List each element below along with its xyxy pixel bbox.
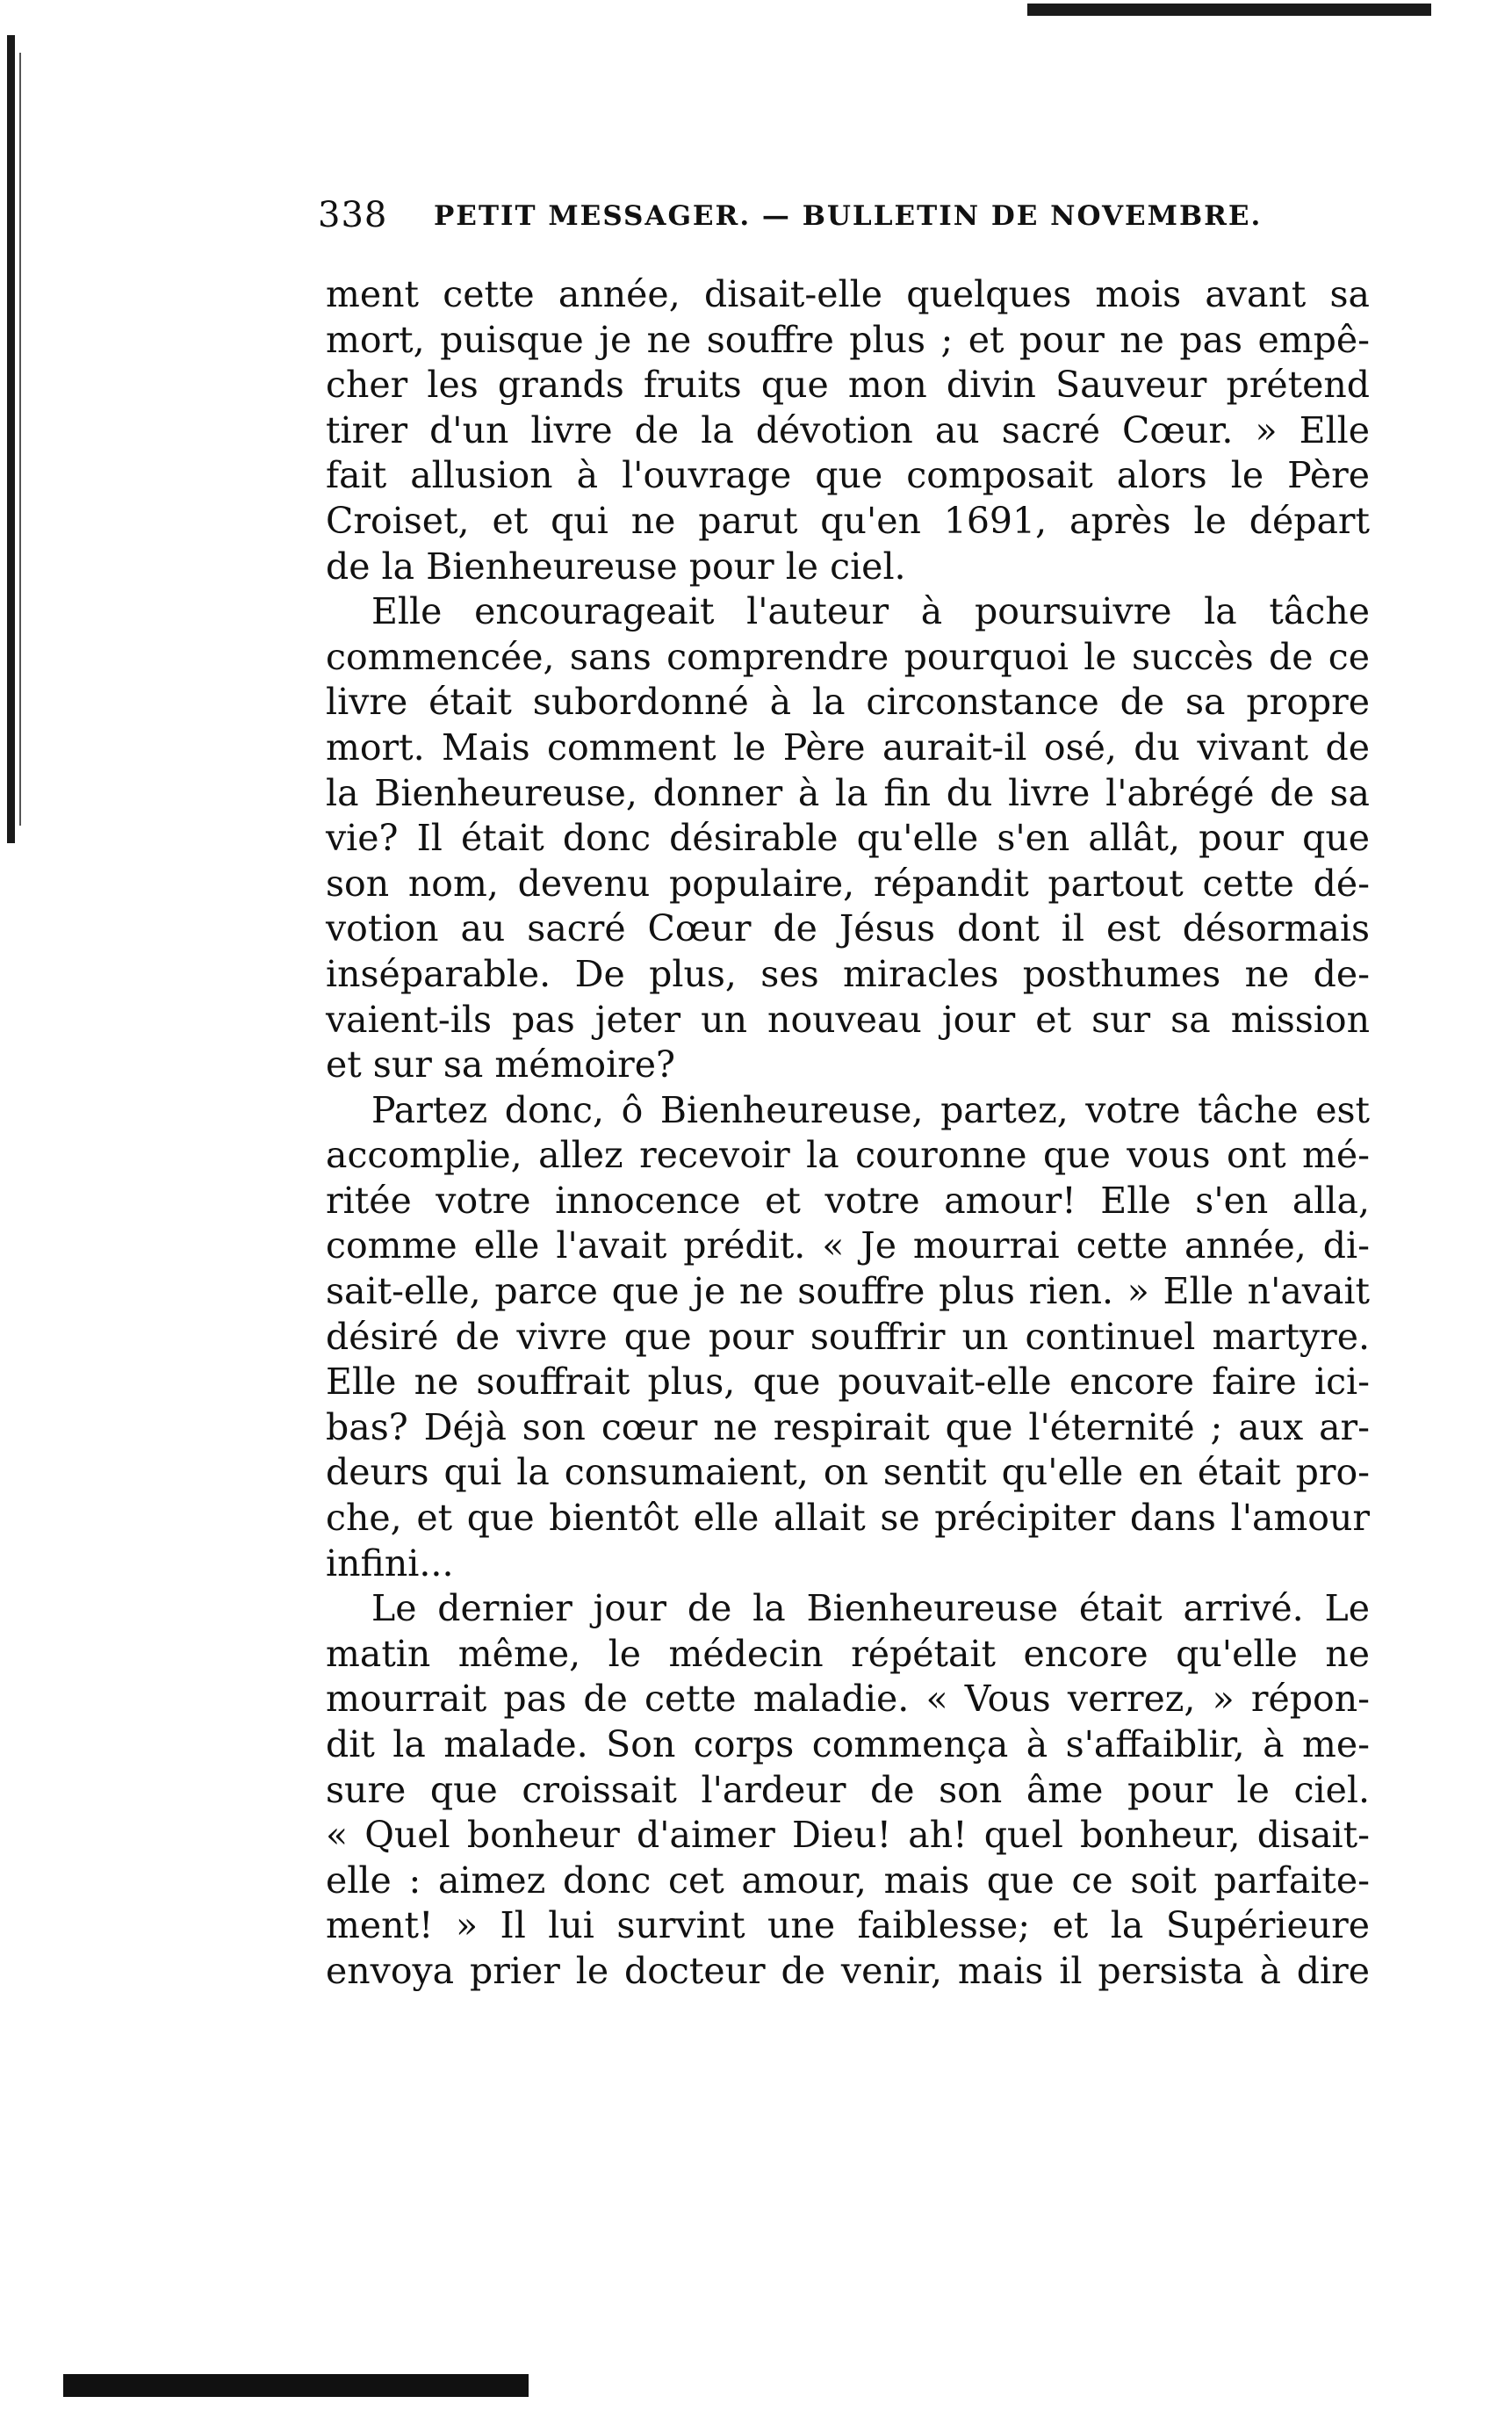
scan-top-mark — [1027, 4, 1431, 16]
text-line: vaient-ils pas jeter un nouveau jour et sur sa mission — [326, 998, 1370, 1041]
scan-bottom-mark — [63, 2374, 529, 2397]
text-line: accomplie, allez recevoir la couronne que vous ont mé- — [326, 1134, 1370, 1177]
text-line: Partez donc, ô Bienheureuse, partez, votre tâche est — [371, 1088, 1370, 1131]
scan-edge-line — [19, 53, 21, 826]
text-line: ment cette année, disait-elle quelques mois avant sa — [326, 273, 1370, 315]
text-line: sait-elle, parce que je ne souffre plus rien. » Elle n'avait — [326, 1270, 1370, 1313]
text-line: bas? Déjà son cœur ne respirait que l'éternité ; aux ar- — [326, 1405, 1370, 1448]
text-line: elle : aimez donc cet amour, mais que ce soit parfaite- — [326, 1859, 1370, 1902]
text-line: Elle ne souffrait plus, que pouvait-elle encore faire ici- — [326, 1361, 1370, 1404]
text-line: dit la malade. Son corps commença à s'affaiblir, à me- — [326, 1723, 1370, 1765]
text-line: ritée votre innocence et votre amour! Elle s'en alla, — [326, 1179, 1370, 1222]
page-number: 338 — [318, 195, 388, 235]
text-line: envoya prier le docteur de venir, mais il persista à dire — [326, 1949, 1370, 1992]
text-line: désiré de vivre que pour souffrir un continuel martyre. — [326, 1315, 1370, 1358]
text-line: Elle encourageait l'auteur à poursuivre la tâche — [371, 590, 1370, 633]
text-line: son nom, devenu populaire, répandit partout cette dé- — [326, 862, 1370, 905]
text-line: la Bienheureuse, donner à la fin du livre l'abrégé de sa — [326, 771, 1370, 814]
text-line: fait allusion à l'ouvrage que composait alors le Père — [326, 454, 1370, 497]
text-line: mourrait pas de cette maladie. « Vous verrez, » répon- — [326, 1678, 1370, 1721]
text-line: sure que croissait l'ardeur de son âme pour le ciel. — [326, 1768, 1370, 1811]
text-line: ment! » Il lui survint une faiblesse; et la Supérieure — [326, 1904, 1370, 1947]
text-line: Croiset, et qui ne parut qu'en 1691, après le départ — [326, 499, 1370, 542]
text-line: votion au sacré Cœur de Jésus dont il est désormais — [326, 907, 1370, 950]
text-line: de la Bienheureuse pour le ciel. — [326, 545, 906, 588]
text-line: che, et que bientôt elle allait se précipiter dans l'amour — [326, 1497, 1370, 1540]
running-title: PETIT MESSAGER. — BULLETIN DE NOVEMBRE. — [434, 200, 1263, 232]
text-line: et sur sa mémoire? — [326, 1043, 676, 1086]
text-line: cher les grands fruits que mon divin Sauveur prétend — [326, 364, 1370, 407]
page-header — [318, 195, 1415, 248]
text-line: matin même, le médecin répétait encore qu'elle ne — [326, 1632, 1370, 1675]
text-line: « Quel bonheur d'aimer Dieu! ah! quel bonheur, disait- — [326, 1814, 1370, 1857]
text-line: infini... — [326, 1541, 454, 1584]
text-line: vie? Il était donc désirable qu'elle s'en allât, pour que — [326, 817, 1370, 860]
text-line: livre était subordonné à la circonstance de sa propre — [326, 681, 1370, 724]
body-text — [326, 272, 1370, 1995]
text-line: tirer d'un livre de la dévotion au sacré Cœur. » Elle — [326, 408, 1370, 451]
text-line: deurs qui la consumaient, on sentit qu'elle en était pro- — [326, 1451, 1370, 1494]
text-line: comme elle l'avait prédit. « Je mourrai cette année, di- — [326, 1224, 1370, 1267]
scan-edge-shadow — [7, 35, 15, 843]
text-line: inséparable. De plus, ses miracles posthumes ne de- — [326, 952, 1370, 995]
text-line: Le dernier jour de la Bienheureuse était arrivé. Le — [371, 1587, 1370, 1630]
text-line: commencée, sans comprendre pourquoi le succès de ce — [326, 635, 1370, 678]
text-line: mort, puisque je ne souffre plus ; et pour ne pas empê- — [326, 318, 1370, 361]
text-line: mort. Mais comment le Père aurait-il osé, du vivant de — [326, 725, 1370, 769]
